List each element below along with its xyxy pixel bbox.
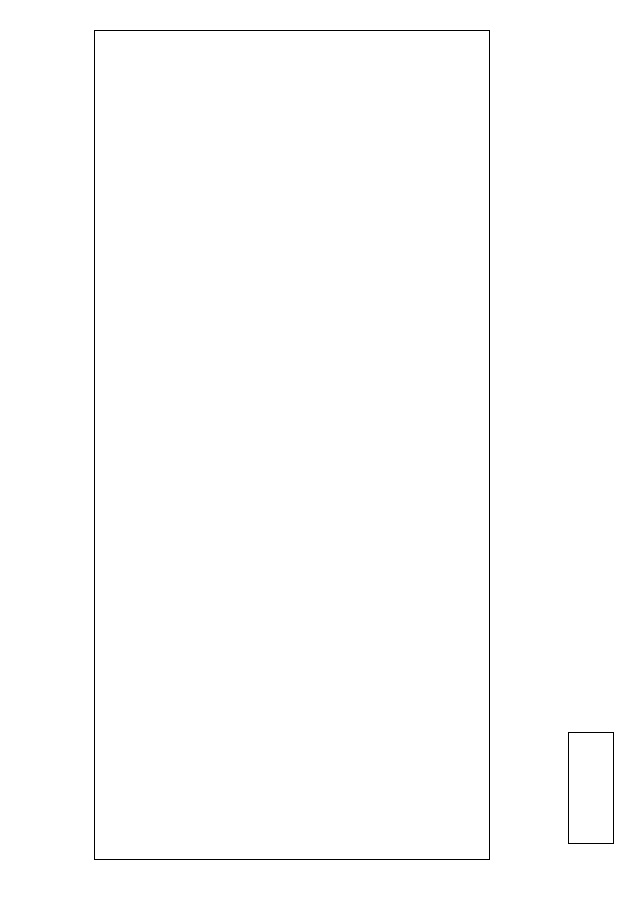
table [94, 30, 490, 860]
ministry-stamp [568, 732, 614, 844]
